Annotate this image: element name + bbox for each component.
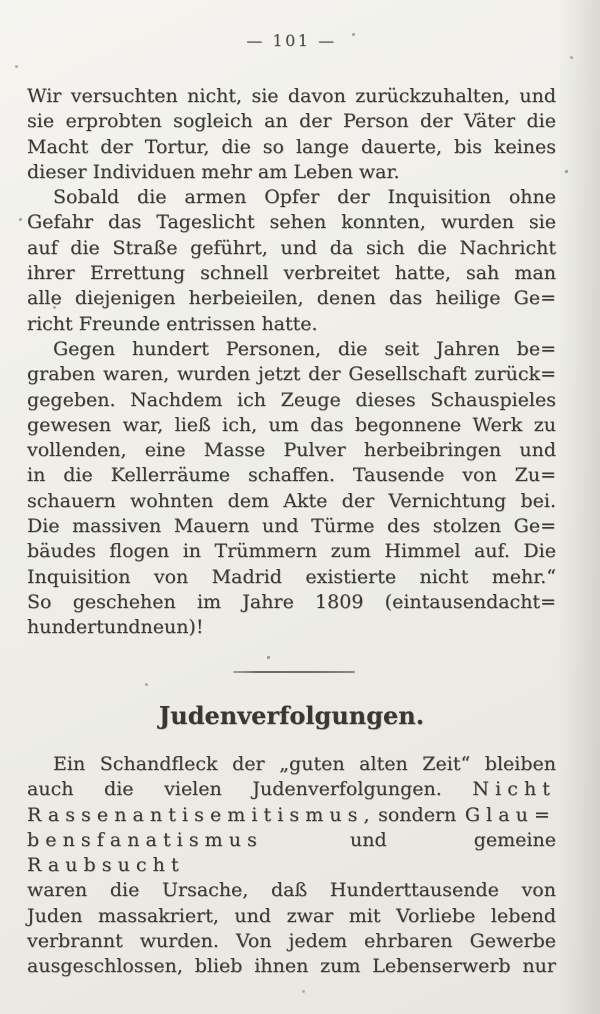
text-line [27,929,556,954]
text-segment: richt Freunde entrissen hatte. [27,312,318,335]
paragraph [27,752,556,980]
paragraph [27,185,556,337]
text-line [27,590,556,615]
text-segment: auf die Straße geführt, und da sich die Nachricht [27,236,556,259]
text-line [27,489,556,514]
text-line [27,84,556,109]
text-segment: Juden massakriert, und zwar mit Vorliebe lebend [27,904,556,927]
text-line [27,438,556,463]
text-line [27,565,556,590]
text-line [27,286,556,311]
text-segment: in die Kellerräume schaffen. Tausende von Zu= [27,464,556,487]
text-line [27,828,556,879]
emphasized-text: Raubsucht [27,854,185,877]
page-number: — 101 — [246,31,337,50]
text-line [27,539,556,564]
text-line [27,777,556,802]
emphasized-text: bensfanatismus [27,828,263,851]
text-segment: ihrer Errettung schnell verbreitet hatte, sah man [27,262,556,285]
text-segment: Macht der Tortur, die so lange dauerte, bis keines [27,135,556,158]
text-segment: Ein Schandfleck der „guten alten Zeit“ bleiben [53,753,556,775]
text-segment: Wir versuchten nicht, sie davon zurückzuhalten, und [27,85,556,107]
text-segment: ausgeschlossen, blieb ihnen zum Lebenserwerb nur [27,955,556,978]
text-line [27,514,556,539]
text-line [27,803,556,828]
text-segment: gegeben. Nachdem ich Zeuge dieses Schauspieles [27,388,556,411]
text-segment: vollenden, eine Masse Pulver herbeibringen und [27,439,556,462]
text-line [27,388,556,413]
text-line [27,236,556,261]
body-text-block-1 [27,84,556,641]
text-line [27,185,556,210]
text-segment: und gemeine [262,828,556,851]
text-line [27,362,556,387]
emphasized-text: Rassenantisemitismus [27,803,364,826]
text-segment: Inquisition von Madrid existierte nicht mehr.“ [27,565,556,588]
body-text-block-2 [27,752,556,980]
text-segment: Gefahr das Tageslicht sehen konnten, wurden sie [27,211,556,234]
scan-speck-artifacts [0,0,1,1]
text-line [27,904,556,929]
text-line [27,954,556,979]
chapter-heading: Judenverfolgungen. [158,701,425,730]
text-line [27,337,556,362]
text-line [27,878,556,903]
section-divider [233,671,355,673]
text-segment: verbrannt wurden. Von jedem ehrbaren Gewerbe [27,930,556,953]
text-segment: auch die vielen Judenverfolgungen. [27,778,473,801]
text-segment: sie erprobten sogleich an der Person der Väter die [27,110,556,133]
text-segment: waren die Ursache, daß Hunderttausende von [27,879,556,902]
text-line [27,210,556,235]
text-segment: bäudes flogen in Trümmern zum Himmel auf. Die [27,540,556,563]
text-line [27,752,556,777]
text-segment: So geschehen im Jahre 1809 (eintausendacht= [27,590,556,613]
text-line [27,463,556,488]
text-segment: Sobald die armen Opfer der Inquisition ohne [53,186,556,209]
text-line [27,261,556,286]
emphasized-text: Glau= [464,803,556,826]
text-segment: hundertundneun)! [27,616,204,639]
text-line [27,312,556,337]
text-segment: graben waren, wurden jetzt der Gesellschaft zurück= [27,363,556,386]
text-segment: dieser Individuen mehr am Leben war. [27,160,400,183]
text-line [27,413,556,438]
text-line [27,109,556,134]
text-segment: schauern wohnten dem Akte der Vernichtung bei. [27,489,556,512]
paragraph [27,337,556,641]
text-segment: alle diejenigen herbeieilen, denen das heilige Ge= [27,287,556,310]
text-segment: Die massiven Mauern und Türme des stolzen Ge= [27,515,556,538]
text-segment: gewesen war, ließ ich, um das begonnene Werk zu [27,413,556,436]
text-segment: , sondern [363,803,465,826]
emphasized-text: Nicht [472,778,556,801]
text-line [27,615,556,640]
text-line [27,160,556,185]
paragraph [27,84,556,185]
text-segment: Gegen hundert Personen, die seit Jahren be= [53,337,556,360]
text-line [27,135,556,160]
